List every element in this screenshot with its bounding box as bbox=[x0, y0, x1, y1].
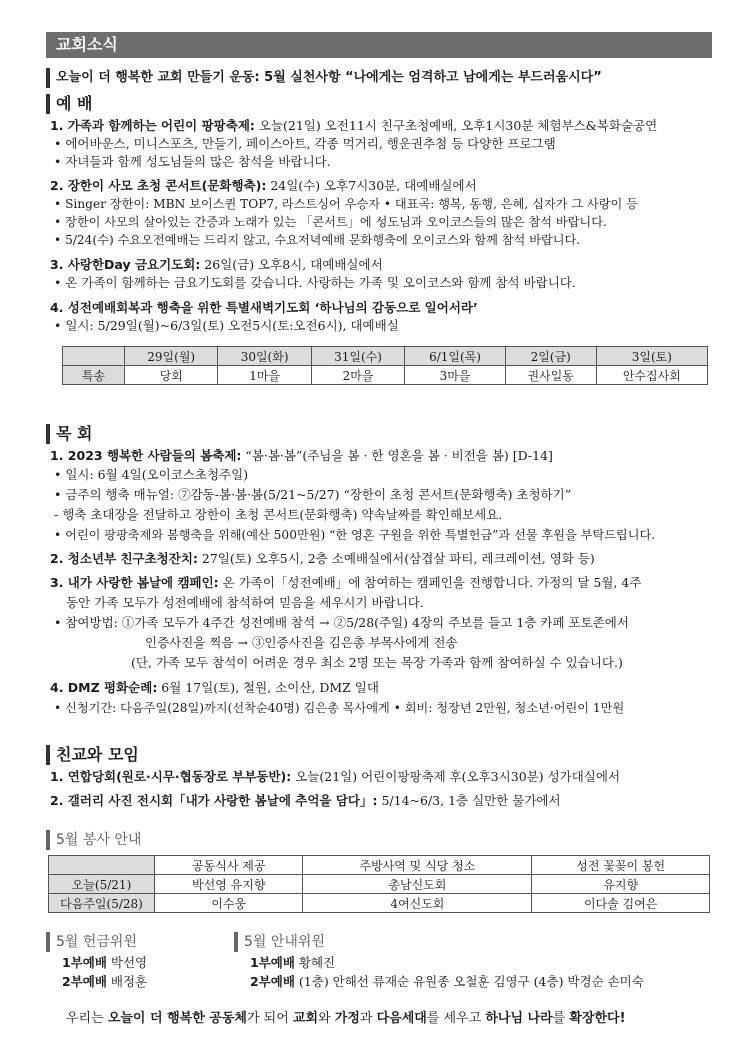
worship-item-1-bullet-1: • 에어바운스, 미니스포츠, 만들기, 페이스아트, 각종 먹거리, 행운권추첨 등 다양한 프로그램 bbox=[54, 136, 556, 151]
mokhoe-item-3-line-2: 동안 가족 모두가 성전예배에 참석하여 믿음을 세우시기 바랍니다. bbox=[66, 595, 424, 610]
mokhoe-item-1: 1. 2023 행복한 사람들의 봄축제: “봄·봄·봄”(주님을 봄 · 한 영혼을 봄 · 비전을 봄) [D-14] bbox=[50, 448, 553, 463]
worship-item-2-bullet-1: • Singer 장한이: MBN 보이스퀸 TOP7, 라스트싱어 우승자 • 대표곡: 행복, 동행, 은혜, 십자가 그 사랑이 등 bbox=[54, 197, 638, 211]
footer-slogan: 우리는 오늘이 더 행복한 공동체가 되어 교회와 가정과 다음세대를 세우고 하나님 나라를 확장한다! bbox=[66, 1011, 626, 1026]
mokhoe-item-1-bullet-2: • 금주의 행축 매뉴얼: ⑦감동-봄·봄·봄(5/21~5/27) “장한이 초청 콘서트(문화행축) 초청하기” bbox=[54, 487, 572, 502]
motto-line: 오늘이 더 행복한 교회 만들기 운동: 5월 실천사항 “나에게는 엄격하고 남에게는 부드러움시다” bbox=[46, 68, 602, 88]
worship-item-2-bullet-2: • 장한이 사모의 살아있는 간증과 노래가 있는 「콘서트」에 성도님과 오이코스들의 많은 참석 바랍니다. bbox=[54, 215, 607, 229]
worship-item-4-bullet-1: • 일시: 5/29일(월)~6/3일(토) 오전5시(토:오전6시), 대예배실 bbox=[54, 318, 399, 333]
mokhoe-item-3-bullet-3: (단, 가족 모두 참석이 어려운 경우 최소 2명 또는 목장 가족과 함께 참여하실 수 있습니다.) bbox=[131, 655, 623, 670]
mokhoe-item-3-bullet-2: 인증사진을 찍음 → ③인증사진을 김은총 부목사에게 전송 bbox=[145, 635, 458, 650]
mokhoe-item-1-bullet-4: • 어린이 팡팡축제와 봄행축을 위해(예산 500만원) “한 영혼 구원을 위한 특별헌금”과 선물 후원을 부탁드립니다. bbox=[54, 528, 656, 542]
worship-item-3-bullet-1: • 온 가족이 함께하는 금요기도회를 갖습니다. 사랑하는 가족 및 오이코스와 함께 참석 바랍니다. bbox=[54, 275, 576, 290]
mokhoe-item-1-bullet-3: - 행축 초대장을 전달하고 장한이 초청 콘서트(문화행축) 약속날짜를 확인해보세요. bbox=[54, 507, 503, 522]
worship-item-1: 1. 가족과 함께하는 어린이 팡팡축제: 오늘(21일) 오전11시 친구초청예배, 오후1시30분 체험부스&복화술공연 bbox=[50, 118, 658, 133]
usher-heading: 5월 안내위원 bbox=[234, 932, 325, 952]
worship-item-1-bullet-2: • 자녀들과 함께 성도님들의 많은 참석을 바랍니다. bbox=[54, 154, 331, 169]
fellowship-item-2: 2. 갤러리 사진 전시회「내가 사랑한 봄날에 추억을 담다」: 5/14~6/3, 1층 실만한 물가에서 bbox=[50, 793, 561, 808]
mokhoe-heading: 목 회 bbox=[46, 424, 92, 444]
service-heading: 5월 봉사 안내 bbox=[46, 830, 141, 850]
service-table: 공동식사 제공 주방사역 및 식당 청소 성전 꽃꽂이 봉헌 오늘(5/21) 박선영 유지향 총남신도회 유지향 다음주일(5/28) 이수웅 4여신도회 이다솔 김여은 bbox=[48, 855, 710, 913]
fellowship-item-1: 1. 연합당회(원로·시무·협동장로 부부동반): 오늘(21일) 어린이팡팡축제 후(오후3시30분) 성가대실에서 bbox=[50, 769, 621, 784]
section-header-church-news: 교회소식 bbox=[46, 32, 712, 58]
mokhoe-item-3-bullet-1: • 참여방법: ①가족 모두가 4주간 성전예배 참석 → ②5/28(주일) 4장의 주보를 들고 1층 카페 포토존에서 bbox=[54, 615, 629, 630]
offering-heading: 5월 헌금위원 bbox=[46, 932, 137, 952]
usher-row-1: 1부예배 황혜진 bbox=[250, 955, 336, 970]
worship-heading: 예 배 bbox=[46, 94, 92, 114]
dawn-prayer-table: 29일(월) 30일(화) 31일(수) 6/1일(목) 2일(금) 3일(토) 특송 당회 1마을 2마을 3마을 권사일동 안수집사회 bbox=[62, 346, 708, 385]
worship-item-3: 3. 사랑한Day 금요기도회: 26일(금) 오후8시, 대예배실에서 bbox=[50, 257, 383, 272]
mokhoe-item-4-bullet-1: • 신청기간: 다음주일(28일)까지(선착순40명) 김은총 목사에게 • 회비: 청장년 2만원, 청소년·어린이 1만원 bbox=[54, 701, 625, 715]
mokhoe-item-4: 4. DMZ 평화순례: 6월 17일(토), 철원, 소이산, DMZ 일대 bbox=[50, 680, 379, 695]
worship-item-2: 2. 장한이 사모 초청 콘서트(문화행축): 24일(수) 오후7시30분, 대예배실에서 bbox=[50, 178, 477, 193]
offering-row-2: 2부예배 배정훈 bbox=[62, 974, 148, 989]
mokhoe-item-2: 2. 청소년부 친구초청잔치: 27일(토) 오후5시, 2층 소예배실에서(삼겹살 파티, 레크레이션, 영화 등) bbox=[50, 551, 595, 566]
worship-item-2-bullet-3: • 5/24(수) 수요오전예배는 드리지 않고, 수요저녁예배 문화행축에 오이코스와 함께 참석 바랍니다. bbox=[54, 233, 581, 247]
usher-row-2: 2부예배 (1층) 안해선 류재순 유원종 오철훈 김영구 (4층) 박경순 손미숙 bbox=[250, 974, 644, 989]
mokhoe-item-3: 3. 내가 사랑한 봄날에 캠페인: 온 가족이「성전예배」에 참여하는 캠페인을 진행합니다. 가정의 달 5월, 4주 bbox=[50, 575, 642, 590]
fellowship-heading: 친교와 모임 bbox=[46, 745, 139, 765]
offering-row-1: 1부예배 박선영 bbox=[62, 955, 148, 970]
mokhoe-item-1-bullet-1: • 일시: 6월 4일(오이코스초청주일) bbox=[54, 467, 249, 482]
worship-item-4: 4. 성전예배회복과 행축을 위한 특별새벽기도회 ‘하나님의 감동으로 일어서라’ bbox=[50, 300, 478, 315]
